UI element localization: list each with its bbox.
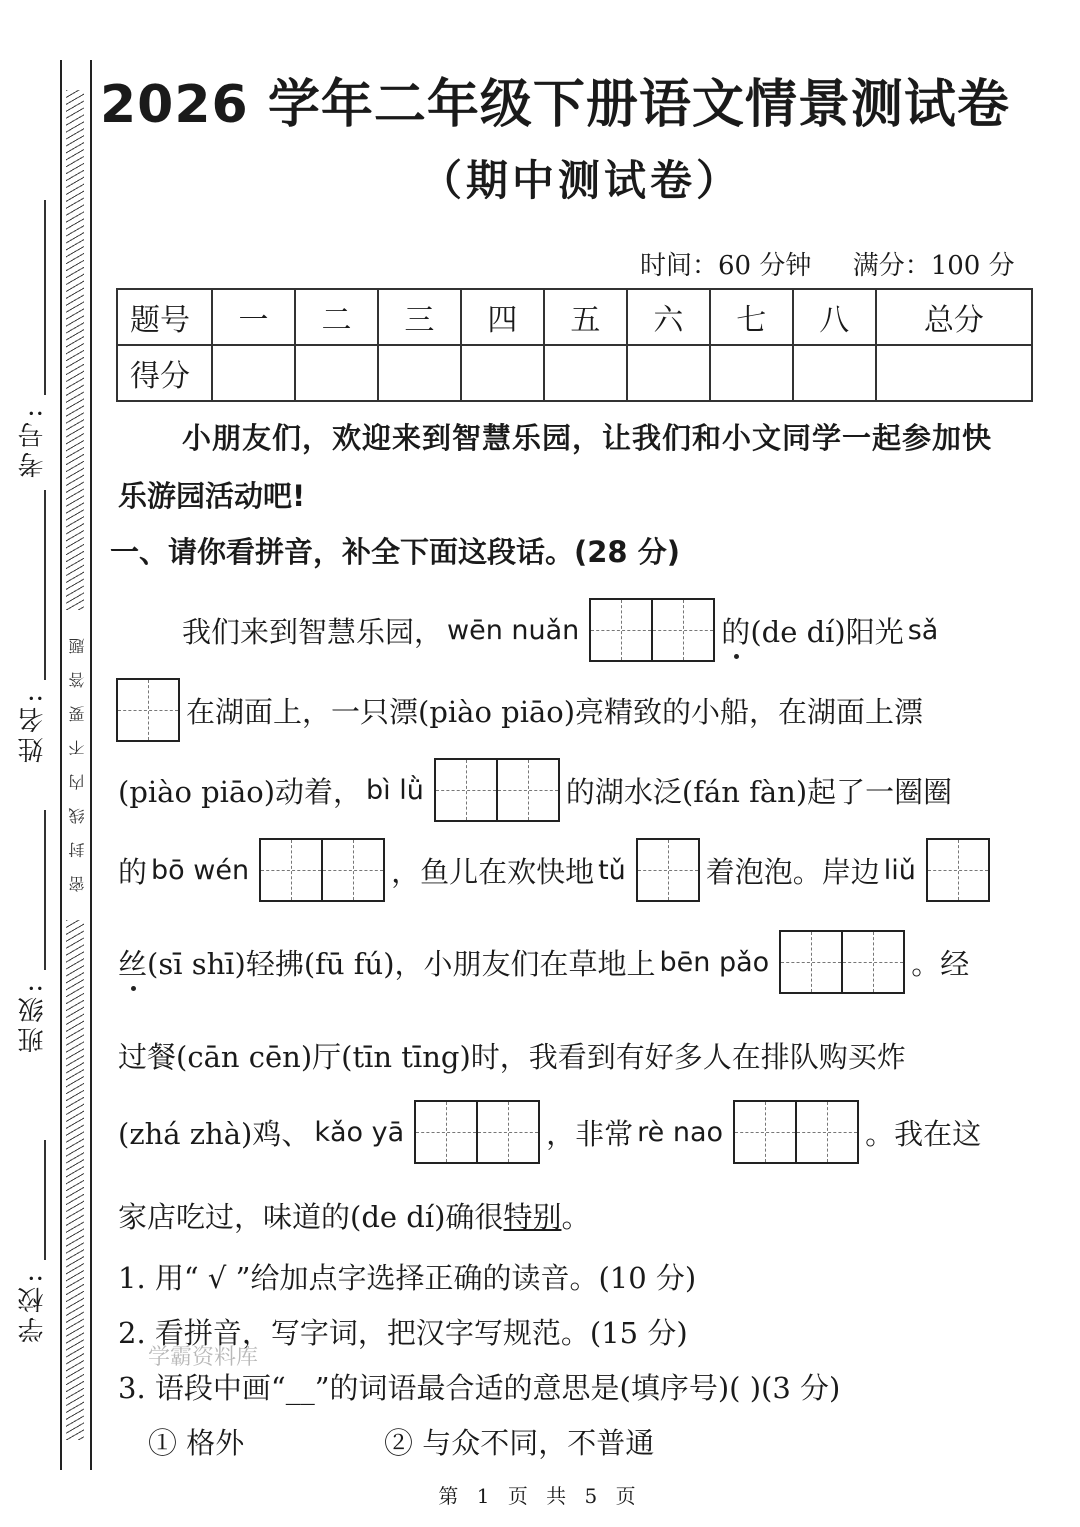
answer-box[interactable] [434, 758, 560, 822]
passage-text: 的 [118, 854, 148, 889]
page-footer: 第 1 页 共 5 页 [438, 1484, 642, 1508]
seal-hatch-bottom [66, 920, 84, 1440]
score-table-header-cell: 五 [544, 289, 627, 345]
passage-line-5 [118, 927, 969, 997]
passage-text: ，非常 [546, 1116, 634, 1151]
dotted-char: 丝 [118, 942, 147, 983]
score-cell[interactable] [627, 345, 710, 401]
intro-line-2: 乐游园活动吧! [118, 479, 306, 513]
score-cell[interactable] [876, 345, 1032, 401]
passage-text: (piào piāo)亮精致的小船，在湖面上漂 [418, 694, 924, 729]
seal-hatch-top [66, 90, 84, 610]
pinyin: liǔ [883, 854, 916, 886]
pinyin: sǎ [907, 614, 939, 646]
passage-line-1 [182, 595, 942, 665]
pinyin: bì lǜ [366, 774, 424, 806]
passage-text: 过餐 [118, 1039, 177, 1074]
section-1-heading: 一、请你看拼音，补全下面这段话。(28 分) [110, 535, 680, 569]
passage-text: 。经 [911, 946, 970, 981]
answer-box[interactable] [926, 838, 990, 902]
writing-cell[interactable] [928, 840, 988, 900]
pinyin: bēn pǎo [659, 946, 770, 978]
score-table-header-cell: 三 [378, 289, 461, 345]
exam-number-label: 考号: [18, 405, 48, 478]
score-cell[interactable] [295, 345, 378, 401]
binding-sidebar [0, 60, 100, 1480]
seal-line-left [60, 60, 62, 1470]
exam-subtitle: （期中测试卷） [420, 156, 743, 205]
score-table-score-row [117, 345, 1032, 401]
score-row-label: 得分 [117, 345, 212, 401]
pinyin: tǔ [598, 854, 626, 886]
passage-line-3 [118, 755, 952, 825]
passage-text: 。我在这 [865, 1116, 982, 1151]
passage-line-2 [110, 675, 923, 745]
option-1[interactable]: ① 格外 [148, 1426, 245, 1460]
score-table-header-cell: 一 [212, 289, 295, 345]
writing-cell[interactable] [321, 840, 383, 900]
writing-cell[interactable] [638, 840, 698, 900]
class-label: 班级: [18, 980, 48, 1053]
passage-line-8 [118, 1180, 590, 1250]
score-cell[interactable] [461, 345, 544, 401]
seal-line-right [90, 60, 92, 1470]
class-blank[interactable] [44, 810, 46, 970]
writing-cell[interactable] [496, 760, 558, 820]
exam-meta [640, 245, 1015, 282]
passage-text: (cān cēn)厅 [176, 1039, 342, 1074]
question-3: 3. 语段中画“__”的词语最合适的意思是(填序号)( )(3 分) [118, 1371, 841, 1405]
score-cell[interactable] [544, 345, 627, 401]
answer-box[interactable] [414, 1100, 540, 1164]
passage-line-4 [118, 835, 996, 905]
passage-text: (fán fàn)起了一圈圈 [681, 774, 953, 809]
writing-cell[interactable] [436, 760, 496, 820]
option-2[interactable]: ② 与众不同，不普通 [384, 1426, 655, 1460]
passage-text: ，鱼儿在欢快地 [391, 854, 595, 889]
passage-text: (de dí)阳光 [750, 614, 904, 649]
score-table-header-cell: 七 [710, 289, 793, 345]
score-table-header-cell: 四 [461, 289, 544, 345]
passage-text: (tīn tīng)时，我看到有好多人在排队购买炸 [341, 1039, 906, 1074]
writing-cell[interactable] [261, 840, 321, 900]
exam-title: 2026 学年二年级下册语文情景测试卷 [100, 75, 1010, 135]
passage-text: (sī shī)轻拂 [147, 946, 304, 981]
time-info: 时间：60 分钟 [640, 251, 812, 281]
watermark: 学霸资料库 [148, 1345, 259, 1370]
underlined-word: 特别 [503, 1199, 562, 1234]
dotted-char: 的 [721, 610, 750, 651]
writing-cell[interactable] [118, 680, 178, 740]
passage-text: (zhá zhà)鸡、 [118, 1116, 311, 1151]
answer-box[interactable] [636, 838, 700, 902]
passage-text: 家店吃过，味道的 [118, 1199, 351, 1234]
exam-number-blank[interactable] [44, 200, 46, 395]
writing-cell[interactable] [591, 600, 651, 660]
score-table-header-cell: 二 [295, 289, 378, 345]
writing-cell[interactable] [476, 1102, 538, 1162]
question-2: 2. 看拼音，写字词，把汉字写规范。(15 分) [118, 1316, 688, 1350]
passage-text: 在湖面上，一只漂 [186, 694, 419, 729]
answer-box[interactable] [259, 838, 385, 902]
writing-cell[interactable] [841, 932, 903, 992]
writing-cell[interactable] [781, 932, 841, 992]
intro-line-1: 小朋友们，欢迎来到智慧乐园，让我们和小文同学一起参加快 [182, 421, 993, 455]
answer-box[interactable] [116, 678, 180, 742]
score-table-header-cell: 八 [793, 289, 876, 345]
name-blank[interactable] [44, 490, 46, 680]
passage-line-6 [118, 1020, 906, 1090]
passage-text: (piào piāo)动着， [118, 774, 363, 809]
answer-box[interactable] [589, 598, 715, 662]
passage-text: 我们来到智慧乐园， [182, 614, 444, 649]
score-table-header-cell: 六 [627, 289, 710, 345]
writing-cell[interactable] [416, 1102, 476, 1162]
answer-box[interactable] [779, 930, 905, 994]
pinyin: kǎo yā [314, 1116, 405, 1148]
seal-text: 密封线内不要答题 [68, 620, 87, 892]
writing-cell[interactable] [735, 1102, 795, 1162]
passage-text: 的湖水泛 [565, 774, 682, 809]
score-table-header-cell: 总分 [876, 289, 1032, 345]
pinyin: rè nao [637, 1116, 724, 1148]
score-cell[interactable] [793, 345, 876, 401]
score-table-header-row [117, 289, 1032, 345]
score-cell[interactable] [212, 345, 295, 401]
score-table-header-cell: 题号 [117, 289, 212, 345]
answer-box[interactable] [733, 1100, 859, 1164]
passage-line-7 [118, 1097, 981, 1167]
full-score-info: 满分：100 分 [852, 251, 1015, 281]
name-label: 姓名: [18, 690, 48, 763]
question-1: 1. 用“ √ ”给加点字选择正确的读音。(10 分) [118, 1261, 697, 1295]
score-cell[interactable] [378, 345, 461, 401]
passage-text: 。 [561, 1199, 591, 1234]
passage-text: 着泡泡。岸边 [705, 854, 880, 889]
passage-text: (fū fú)，小朋友们在草地上 [303, 946, 656, 981]
writing-cell[interactable] [651, 600, 713, 660]
score-table [116, 288, 1033, 402]
school-label: 学校: [18, 1270, 48, 1343]
pinyin: wēn nuǎn [447, 614, 580, 646]
writing-cell[interactable] [795, 1102, 857, 1162]
pinyin: bō wén [151, 854, 250, 886]
school-blank[interactable] [44, 1140, 46, 1260]
score-cell[interactable] [710, 345, 793, 401]
passage-text: (de dí)确很 [350, 1199, 504, 1234]
